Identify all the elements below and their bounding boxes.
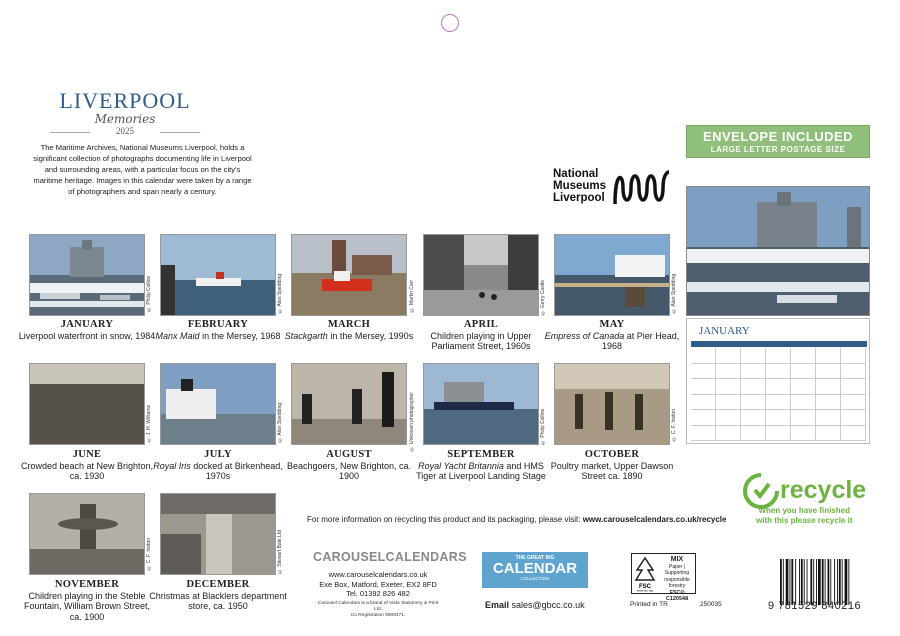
photo-august-image xyxy=(292,364,407,445)
photo-january xyxy=(29,234,145,316)
publisher-logo-b: CALENDARS xyxy=(385,550,467,564)
recycle-info-text: For more information on recycling this product and its packaging, please visit: xyxy=(307,515,583,524)
fsc-badge xyxy=(631,553,696,602)
cover-photo-preview xyxy=(686,186,870,316)
photo-june xyxy=(29,363,145,445)
credit-august: © Unknown photographer xyxy=(409,392,415,452)
caption-text-september: and HMS Tiger at Liverpool Landing Stage xyxy=(416,460,546,481)
caption-july xyxy=(148,450,288,482)
preview-day-cell xyxy=(841,379,866,395)
caption-italic-february: Manx Maid xyxy=(155,330,200,341)
preview-day-cell xyxy=(816,426,841,442)
preview-day-cell xyxy=(766,410,791,426)
photo-november xyxy=(29,493,145,575)
preview-day-cell xyxy=(791,379,816,395)
credit-february: © Alan Spedding xyxy=(277,274,283,314)
month-label-january: JANUARY xyxy=(60,319,114,330)
preview-day-cell xyxy=(691,395,716,411)
publisher-legal xyxy=(313,601,443,619)
caption-january xyxy=(17,320,157,341)
gbcc-logo xyxy=(482,552,588,588)
caption-august xyxy=(279,450,419,482)
photo-december-image xyxy=(161,494,276,575)
barcode-bar xyxy=(799,559,800,605)
photo-april xyxy=(423,234,539,316)
barcode-bar xyxy=(828,559,830,605)
barcode-bar xyxy=(801,559,803,605)
envelope-line2: LARGE LETTER POSTAGE SIZE xyxy=(710,145,846,154)
preview-day-cell xyxy=(741,426,766,442)
month-label-august: AUGUST xyxy=(326,449,372,460)
photo-july-image xyxy=(161,364,276,445)
photo-september xyxy=(423,363,539,445)
barcode-number: 9 781529 840216 xyxy=(768,600,862,612)
preview-day-cell xyxy=(816,379,841,395)
caption-march xyxy=(279,320,419,341)
title-rule-left xyxy=(50,132,90,133)
preview-day-cell xyxy=(791,364,816,380)
caption-italic-march: Stackgarth xyxy=(284,330,328,341)
barcode-bar xyxy=(795,559,796,605)
caption-april xyxy=(411,320,551,352)
preview-day-cell xyxy=(766,379,791,395)
preview-day-cell xyxy=(741,410,766,426)
preview-day-cell xyxy=(791,395,816,411)
preview-day-cell xyxy=(741,364,766,380)
barcode-bar xyxy=(810,559,812,605)
preview-day-cell xyxy=(766,364,791,380)
publisher-block xyxy=(313,550,467,619)
preview-day-cell xyxy=(716,426,741,442)
intro-text: The Maritime Archives, National Museums Liverpool, holds a significant collection of photographs documenting life in Liverpool and surrounding areas, with a particular focus on the city's maritime heritage. Images in this calendar were taken by a range of photographers and span nearly a century. xyxy=(33,143,252,196)
preview-day-cell xyxy=(716,348,741,364)
preview-day-cell xyxy=(766,426,791,442)
recycle-note-line2: with this please recycle it xyxy=(756,516,853,525)
recycle-info xyxy=(307,515,726,524)
caption-text-august: Beachgoers, New Brighton, ca. 1900 xyxy=(286,460,412,481)
barcode-bar xyxy=(783,559,784,605)
preview-day-cell xyxy=(716,364,741,380)
preview-day-cell xyxy=(791,426,816,442)
gbcc-bottom: COLLECTION xyxy=(520,576,550,581)
calendar-title-block xyxy=(40,88,210,136)
barcode-bar xyxy=(791,559,793,605)
preview-day-cell xyxy=(716,410,741,426)
photo-march xyxy=(291,234,407,316)
caption-october xyxy=(542,450,682,482)
caption-september xyxy=(411,450,551,482)
recycle-note xyxy=(756,506,852,526)
preview-weekday-header xyxy=(691,341,867,347)
photo-october xyxy=(554,363,670,445)
publisher-street: Exe Box, Matford, Exeter, EX2 8FD xyxy=(319,579,437,589)
recycle-info-url[interactable]: www.carouselcalendars.co.uk/recycle xyxy=(582,515,727,524)
barcode-bar xyxy=(790,559,791,605)
caption-november xyxy=(17,580,157,622)
caption-italic-september: Royal Yacht Britannia xyxy=(418,460,504,471)
preview-day-cell xyxy=(766,348,791,364)
credit-june: © J. H. Williams xyxy=(146,405,152,443)
calendar-subtitle: Memories xyxy=(94,112,156,126)
fsc-code: FSC® C120548 xyxy=(665,589,689,602)
month-label-november: NOVEMBER xyxy=(54,579,120,590)
barcode-bar xyxy=(780,559,782,605)
photo-may-image xyxy=(555,235,670,316)
barcode-bar xyxy=(830,559,831,605)
email-line xyxy=(485,600,585,610)
preview-day-cell xyxy=(841,410,866,426)
publisher-address xyxy=(313,570,443,599)
month-label-april: APRIL xyxy=(463,319,499,330)
caption-text-february: in the Mersey, 1968 xyxy=(199,330,281,341)
preview-day-cell xyxy=(691,379,716,395)
credit-may: © Alan Spedding xyxy=(671,274,677,314)
photo-december xyxy=(160,493,276,575)
month-label-july: JULY xyxy=(204,449,232,460)
caption-text-october: Poultry market, Upper Dawson Street ca. 1890 xyxy=(550,460,674,481)
fsc-line1: Paper | Supporting xyxy=(664,563,690,576)
gbcc-top: THE GREAT BIG xyxy=(515,555,555,561)
museum-logo-text xyxy=(553,168,606,204)
preview-day-cell xyxy=(816,410,841,426)
preview-day-cell xyxy=(716,395,741,411)
caption-text-december: Christmas at Blacklers department store, ca. 1950 xyxy=(149,590,287,611)
fsc-mix: MIX xyxy=(670,556,684,563)
email-label: Email xyxy=(485,600,512,610)
photo-january-image xyxy=(30,235,145,316)
publisher-tel: Tel. 01392 826 482 xyxy=(346,589,410,598)
preview-day-cell xyxy=(691,348,716,364)
photo-march-image xyxy=(292,235,407,316)
month-label-may: MAY xyxy=(599,319,625,330)
barcode-bar xyxy=(804,559,805,605)
publisher-logo-a: CAROUSEL xyxy=(313,550,386,564)
preview-day-cell xyxy=(841,348,866,364)
barcode-bar xyxy=(786,559,789,605)
month-label-december: DECEMBER xyxy=(186,579,250,590)
preview-day-cell xyxy=(841,395,866,411)
preview-day-cell xyxy=(791,410,816,426)
museum-logo-line2: Museums xyxy=(553,180,607,192)
preview-day-cell xyxy=(791,348,816,364)
fsc-text xyxy=(658,557,696,603)
preview-day-cell xyxy=(816,364,841,380)
envelope-line1: ENVELOPE INCLUDED xyxy=(702,129,854,144)
caption-italic-july: Royal Iris xyxy=(153,460,191,471)
credit-april: © Gerry Castle xyxy=(540,280,546,316)
publisher-legal-line1: Carousel Calendars is a brand of Vista Stationery & Print Ltd. xyxy=(317,600,439,612)
caption-text-june: Crowded beach at New Brighton, ca. 1930 xyxy=(20,460,154,481)
email-address[interactable]: sales@gbcc.co.uk xyxy=(511,600,585,610)
caption-text-april: Children playing in Upper Parliament Street, 1960s xyxy=(430,330,532,351)
photo-february xyxy=(160,234,276,316)
hanging-hole xyxy=(441,14,459,32)
recycle-word: recycle xyxy=(780,476,867,504)
month-label-september: SEPTEMBER xyxy=(447,449,515,460)
barcode-bar xyxy=(825,559,826,605)
barcode-bar xyxy=(822,559,824,605)
preview-month-label: JANUARY xyxy=(699,325,750,337)
caption-text-january: Liverpool waterfront in snow, 1984 xyxy=(18,330,156,341)
preview-day-cell xyxy=(741,348,766,364)
title-rule-right xyxy=(160,132,200,133)
credit-march: © Martin Carr xyxy=(409,280,415,313)
credit-july: © Alan Spedding xyxy=(277,403,283,443)
photo-april-image xyxy=(424,235,539,316)
cover-photo-image xyxy=(687,187,870,316)
month-grid-preview xyxy=(686,318,870,444)
barcode-bar xyxy=(837,559,838,605)
preview-day-cell xyxy=(691,426,716,442)
barcode-bar xyxy=(818,559,821,605)
credit-november: © C. F. Inston xyxy=(146,538,152,571)
month-label-february: FEBRUARY xyxy=(187,319,249,330)
museum-logo-line3: Liverpool xyxy=(553,192,605,204)
credit-october: © C. F. Inston xyxy=(671,409,677,442)
credit-september: © Philip Collins xyxy=(540,409,546,446)
publisher-web[interactable]: www.carouselcalendars.co.uk xyxy=(328,570,428,579)
photo-october-image xyxy=(555,364,670,445)
caption-may xyxy=(542,320,682,352)
barcode-bar xyxy=(807,559,808,605)
fsc-site: www.fsc.org xyxy=(636,588,654,592)
caption-text-may: at Pier Head, 1968 xyxy=(601,330,680,351)
barcode-bar xyxy=(848,559,849,605)
preview-day-cell xyxy=(741,395,766,411)
credit-january: © Philip Collins xyxy=(146,276,152,313)
preview-day-cell xyxy=(691,364,716,380)
photo-june-image xyxy=(30,364,145,445)
publisher-logo xyxy=(313,550,467,564)
caption-february xyxy=(148,320,288,341)
photo-november-image xyxy=(30,494,145,575)
gbcc-main: CALENDAR xyxy=(492,560,578,577)
preview-day-cell xyxy=(691,410,716,426)
recycle-icon xyxy=(742,472,780,510)
caption-december xyxy=(148,580,288,612)
preview-day-cell xyxy=(766,395,791,411)
calendar-year: 2025 xyxy=(116,126,134,136)
barcode-bar xyxy=(839,559,841,605)
photo-august xyxy=(291,363,407,445)
fsc-brand: FSC xyxy=(639,584,651,590)
museum-logo-line1: National xyxy=(553,168,599,180)
product-code: 250035 xyxy=(700,601,722,608)
month-label-october: OCTOBER xyxy=(584,449,640,460)
preview-day-cell xyxy=(716,379,741,395)
preview-day-cell xyxy=(816,395,841,411)
photo-july xyxy=(160,363,276,445)
caption-text-november: Children playing in the Steble Fountain, William Brown Street, ca. 1900 xyxy=(23,590,151,622)
barcode-bar xyxy=(813,559,814,605)
caption-june xyxy=(17,450,157,482)
barcode-bar xyxy=(842,559,843,605)
caption-text-july: docked at Birkenhead, 1970s xyxy=(190,460,283,481)
month-label-june: JUNE xyxy=(72,449,102,460)
month-label-march: MARCH xyxy=(327,319,371,330)
fsc-tree-icon xyxy=(634,556,656,592)
recycle-note-line1: When you have finished xyxy=(758,506,851,515)
photo-february-image xyxy=(161,235,276,316)
fsc-line2: responsible forestry xyxy=(664,576,690,589)
calendar-title: LIVERPOOL xyxy=(59,88,191,113)
preview-day-cell xyxy=(741,379,766,395)
printed-in: Printed in TR xyxy=(630,601,668,608)
preview-day-cell xyxy=(841,364,866,380)
museum-wave-logo xyxy=(613,168,671,208)
preview-day-cell xyxy=(816,348,841,364)
barcode-bar xyxy=(845,559,848,605)
caption-italic-may: Empress of Canada xyxy=(544,330,625,341)
publisher-legal-line2: Co Registration 5900471. xyxy=(350,612,406,618)
preview-day-cell xyxy=(841,426,866,442)
photo-september-image xyxy=(424,364,539,445)
envelope-banner xyxy=(686,125,870,158)
photo-may xyxy=(554,234,670,316)
barcode-bar xyxy=(816,559,817,605)
credit-december: © Stewart Bale Ltd xyxy=(277,530,283,575)
barcode-bar xyxy=(834,559,835,605)
caption-text-march: in the Mersey, 1990s xyxy=(327,330,414,341)
